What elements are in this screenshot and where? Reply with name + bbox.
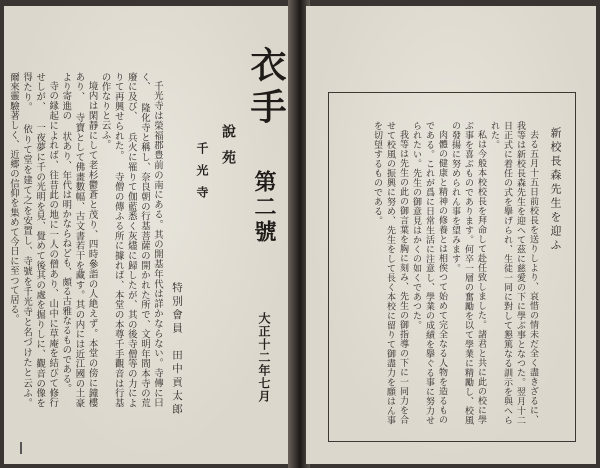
article-author: 特別會員 田中貢太郎 (171, 282, 183, 417)
article-paragraph-1: 千光寺は榮福郡豊前の南にある。其の開基年代は詳かならない。寺傳に曰く、 隆化寺と稱し、奈良朝の行基菩薩の開かれた所で、文明年間本寺の荒廢に及び、 兵火に罹りて伽藍悉く灰燼に歸したが、其の後寺僧等の力によりて再興せられた。 寺僧の傳ふる所に據れば、本堂の本尊千手觀音は行基の作なりと云ふ。 (99, 72, 163, 408)
notice-title: 新校長森先生を迎ふ (549, 127, 562, 253)
notice-body (337, 121, 539, 425)
left-page (4, 6, 292, 464)
notice-paragraph-2: 私は今般本校校長を拜命して赴任致しました。諸君と共に此の校に學ぶ事を喜ぶものであります。何卒一層の奮勵を以て學業に精勵し、校風の發揚に努められん事を望みます。 (450, 121, 486, 425)
notice-frame (328, 92, 576, 442)
article-paragraph-2: 境内は閑靜にして老杉鬱蒼と茂り、四時參詣の人絶えず。本堂の傍に鐘樓あり、 寺寶として佛畫數幅、古文書若干を藏す。其の内には近江國の土豪より寄進の 状あり、年代は明かならねども、頗る古雅なるものである。 (60, 72, 98, 408)
page-mark (20, 442, 22, 454)
section-heading: 說苑 (220, 124, 236, 176)
notice-paragraph-4: 我等は先生の此の御言葉を胸に刻み、先生の御指導の下に一同力を合せて校風の振興に努め、先生をして長く本校に留りて御盡力を願はん事を切望するものである。 (372, 121, 408, 425)
article-title: 千光寺 (195, 142, 209, 208)
issue-date: 大正十二年七月 (257, 312, 271, 403)
notice-paragraph-3: 肉體の健康と精神の修養とは相俟つて始めて完全なる人物を造るものである。これが爲に日常生活に注意し、學業の成績を擧ぐる事に努力せられたい。先生の御意見はかくの如くであつた。 (411, 121, 447, 425)
right-page (306, 6, 596, 464)
magazine-title: 衣手 (245, 46, 287, 130)
issue-number: 第二號 (251, 170, 277, 245)
article-body (7, 72, 164, 408)
notice-paragraph-1: 去る五月十五日前校長を送りしより、哀惜の情未だ全く盡きざるに、我等は新校長森先生を迎へて茲に慈愛の下に學ぶ事となつた。翌月十二日正式に着任の式を擧げられ、生徒一同に對して懇篤なる訓示を與へられた。 (489, 121, 538, 425)
article-paragraph-3: 寺の縁起によれば、往昔此の地に一人の僧あり、山中に草庵を結びて修行せしが、 一夜夢に千の光明を見、覺めて後其の處を掘りしに、觀音の像を得たり。 依りて堂を建て之を安置し、寺號を千光寺と名づけたと云ふ。 爾來靈驗著しく、近郷の信仰を集めて今日に至つて居る。 (7, 72, 59, 408)
